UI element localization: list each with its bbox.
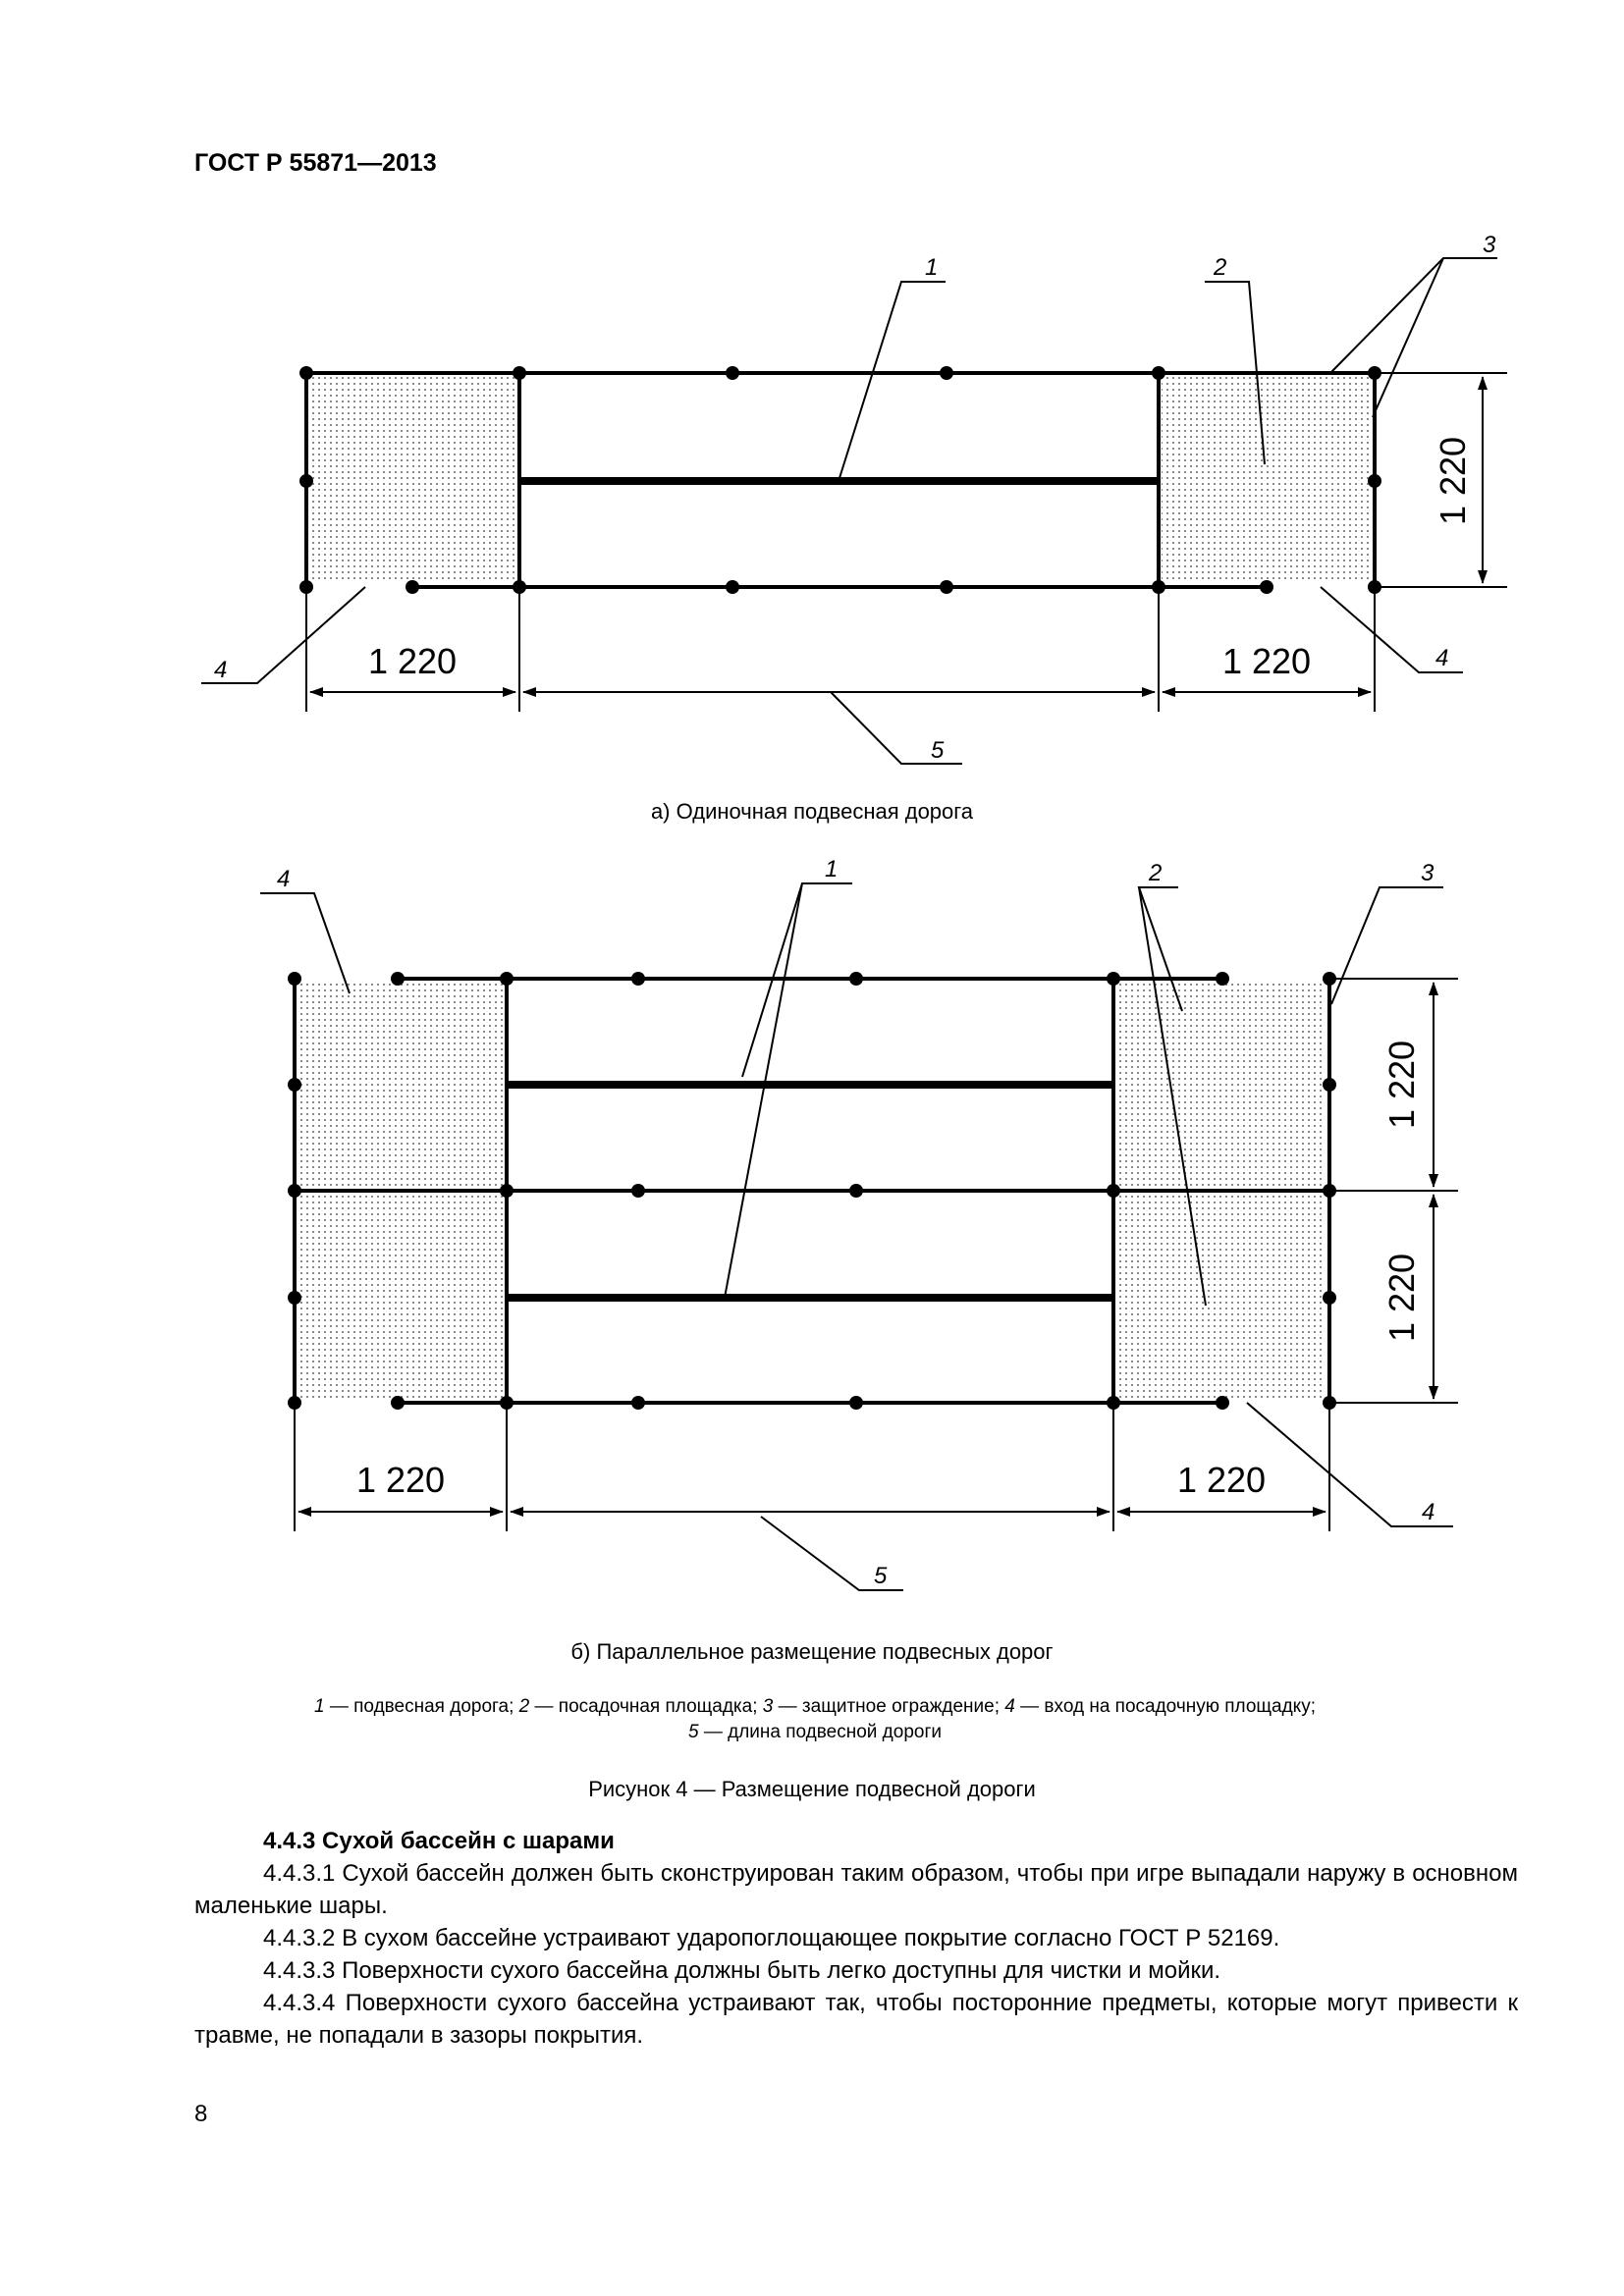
legend-text-1: — подвесная дорога; <box>324 1696 519 1717</box>
label-3-b: 3 <box>1421 860 1435 886</box>
legend-text-3: — защитное ограждение; <box>773 1696 1005 1717</box>
legend-text-4: — вход на посадочную площадку; <box>1014 1696 1316 1717</box>
label-2-b: 2 <box>1149 860 1163 886</box>
legend-text-5: — длина подвесной дороги <box>698 1722 942 1742</box>
section-body <box>194 1825 1518 2052</box>
legend-num-1: 1 <box>314 1696 325 1717</box>
label-4-right-b: 4 <box>1422 1499 1435 1525</box>
legend-num-3: 3 <box>762 1696 774 1717</box>
paragraph: 4.4.3.3 Поверхности сухого бассейна должны быть легко доступны для чистки и мойки. <box>263 1957 1221 1984</box>
document-header: ГОСТ Р 55871—2013 <box>194 149 437 177</box>
platform-left <box>306 375 515 583</box>
legend-line-2 <box>167 1720 1463 1745</box>
label-3-a: 3 <box>1483 232 1496 258</box>
dim-height-top-b: 1 220 <box>1381 1040 1422 1130</box>
section-heading: 4.4.3 Сухой бассейн с шарами <box>263 1828 615 1854</box>
label-2-a: 2 <box>1214 254 1227 281</box>
label-5-a: 5 <box>931 737 945 764</box>
legend-num-5: 5 <box>687 1722 699 1742</box>
legend-text-2: — посадочная площадка; <box>529 1696 763 1717</box>
dim-left-b: 1 220 <box>355 1460 446 1500</box>
label-4-left-b: 4 <box>277 866 291 892</box>
figure-legend <box>167 1694 1463 1745</box>
dim-height-bottom-b: 1 220 <box>1381 1253 1422 1343</box>
label-4-right-a: 4 <box>1435 645 1449 671</box>
label-1-a: 1 <box>925 254 939 281</box>
dim-right-a: 1 220 <box>1221 641 1312 681</box>
label-4-left-a: 4 <box>214 657 228 683</box>
dim-right-b: 1 220 <box>1176 1460 1267 1500</box>
platform-right <box>1162 375 1371 583</box>
label-1-b: 1 <box>825 856 839 882</box>
figure-a-diagram <box>0 0 1624 785</box>
legend-num-4: 4 <box>1004 1696 1015 1717</box>
legend-line-1 <box>167 1694 1463 1720</box>
paragraph: 4.4.3.2 В сухом бассейне устраивают ударопоглощающее покрытие согласно ГОСТ Р 52169. <box>263 1925 1280 1951</box>
page-number: 8 <box>194 2101 208 2127</box>
figure-b-diagram <box>0 834 1624 1639</box>
figure-b-caption: б) Параллельное размещение подвесных дорог <box>570 1639 1054 1664</box>
figure-a-caption: а) Одиночная подвесная дорога <box>650 799 974 824</box>
paragraph: 4.4.3.1 Сухой бассейн должен быть сконструирован таким образом, чтобы при игре выпадали наружу в основном маленькие шары. <box>194 1860 1518 1919</box>
legend-num-2: 2 <box>518 1696 530 1717</box>
paragraph: 4.4.3.4 Поверхности сухого бассейна устраивают так, чтобы посторонние предметы, которые могут привести к травме, не попадали в зазоры покрытия. <box>194 1990 1518 2049</box>
label-5-b: 5 <box>874 1563 888 1589</box>
dim-height-a: 1 220 <box>1433 436 1473 526</box>
figure-title: Рисунок 4 — Размещение подвесной дороги <box>588 1777 1036 1801</box>
dim-left-a: 1 220 <box>367 641 458 681</box>
